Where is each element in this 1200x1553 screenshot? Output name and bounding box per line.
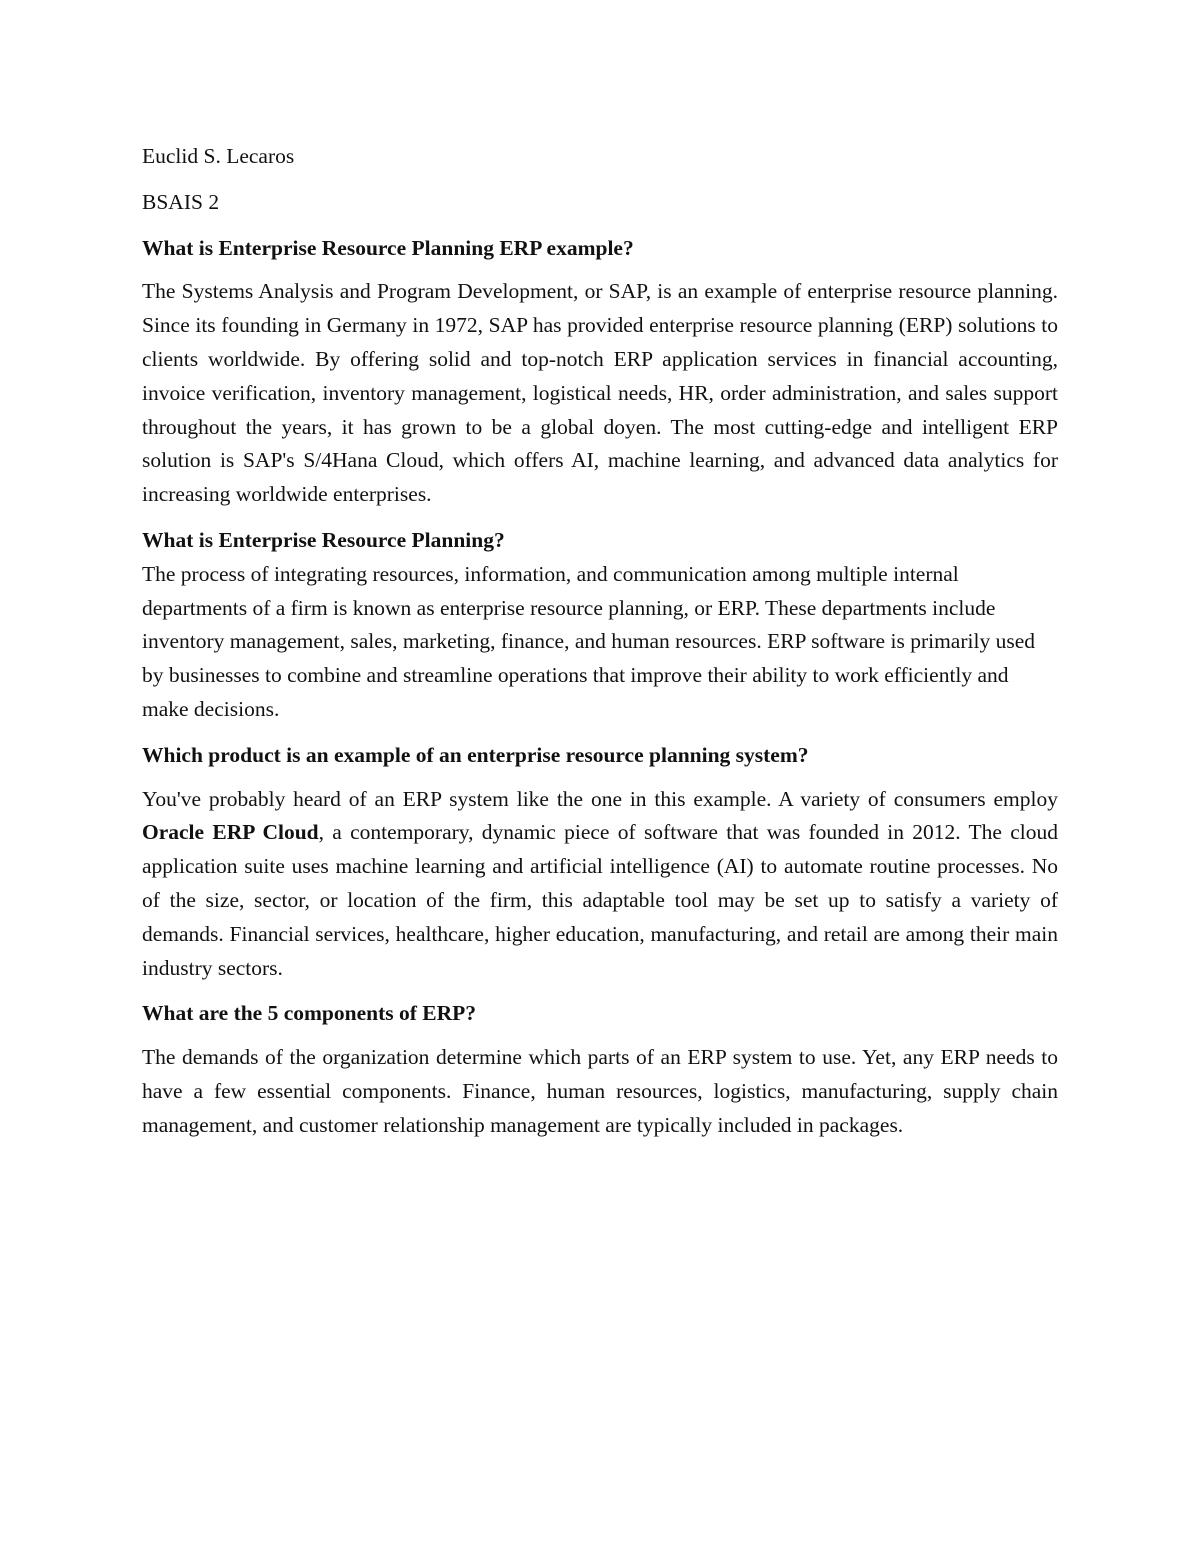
section-paragraph-erp-example: The Systems Analysis and Program Development, or SAP, is an example of enterprise resource planning. Since its founding in Germany in 1972, SAP has provided enterprise resource planning (ERP) solutions to clients worldwide. By offering solid and top-notch ERP application services in financial accounting, invoice verification, inventory management, logistical needs, HR, order administration, and sales support throughout the years, it has grown to be a global doyen. The most cutting-edge and intelligent ERP solution is SAP's S/4Hana Cloud, which offers AI, machine learning, and advanced data analytics for increasing worldwide enterprises. <box>142 279 1058 507</box>
paragraph-text-before: You've probably heard of an ERP system like the one in this example. A variety of consumers employ <box>142 786 1058 811</box>
product-name-highlight: Oracle ERP Cloud <box>142 820 319 845</box>
document-body <box>142 140 1058 1155</box>
author-name: Euclid S. Lecaros <box>142 144 295 168</box>
section-heading-erp-example: What is Enterprise Resource Planning ERP example? <box>142 235 634 260</box>
section-heading-erp-product: Which product is an example of an enterprise resource planning system? <box>142 742 809 767</box>
section-heading-erp-definition: What is Enterprise Resource Planning? <box>142 527 505 552</box>
section-paragraph-erp-components: The demands of the organization determine which parts of an ERP system to use. Yet, any ERP needs to have a few essential components. Finance, human resources, logistics, manufacturing, supply chain management, and customer relationship management are typically included in packages. <box>142 1045 1058 1137</box>
course-label: BSAIS 2 <box>142 189 220 214</box>
paragraph-text-after: , a contemporary, dynamic piece of software that was founded in 2012. The cloud application suite uses machine learning and artificial intelligence (AI) to automate routine processes. No of the size, sector, or location of the firm, this adaptable tool may be set up to satisfy a variety of demands. Financial services, healthcare, higher education, manufacturing, and retail are among their main industry sectors. <box>142 820 1059 980</box>
section-heading-erp-components: What are the 5 components of ERP? <box>142 1001 477 1026</box>
section-paragraph-erp-definition: The process of integrating resources, information, and communication among multiple internal departments of a firm is known as enterprise resource planning, or ERP. These departments include inventory management, sales, marketing, finance, and human resources. ERP software is primarily used by businesses to combine and streamline operations that improve their ability to work efficiently and make decisions. <box>142 561 1035 721</box>
section-paragraph-erp-product <box>142 783 1058 986</box>
